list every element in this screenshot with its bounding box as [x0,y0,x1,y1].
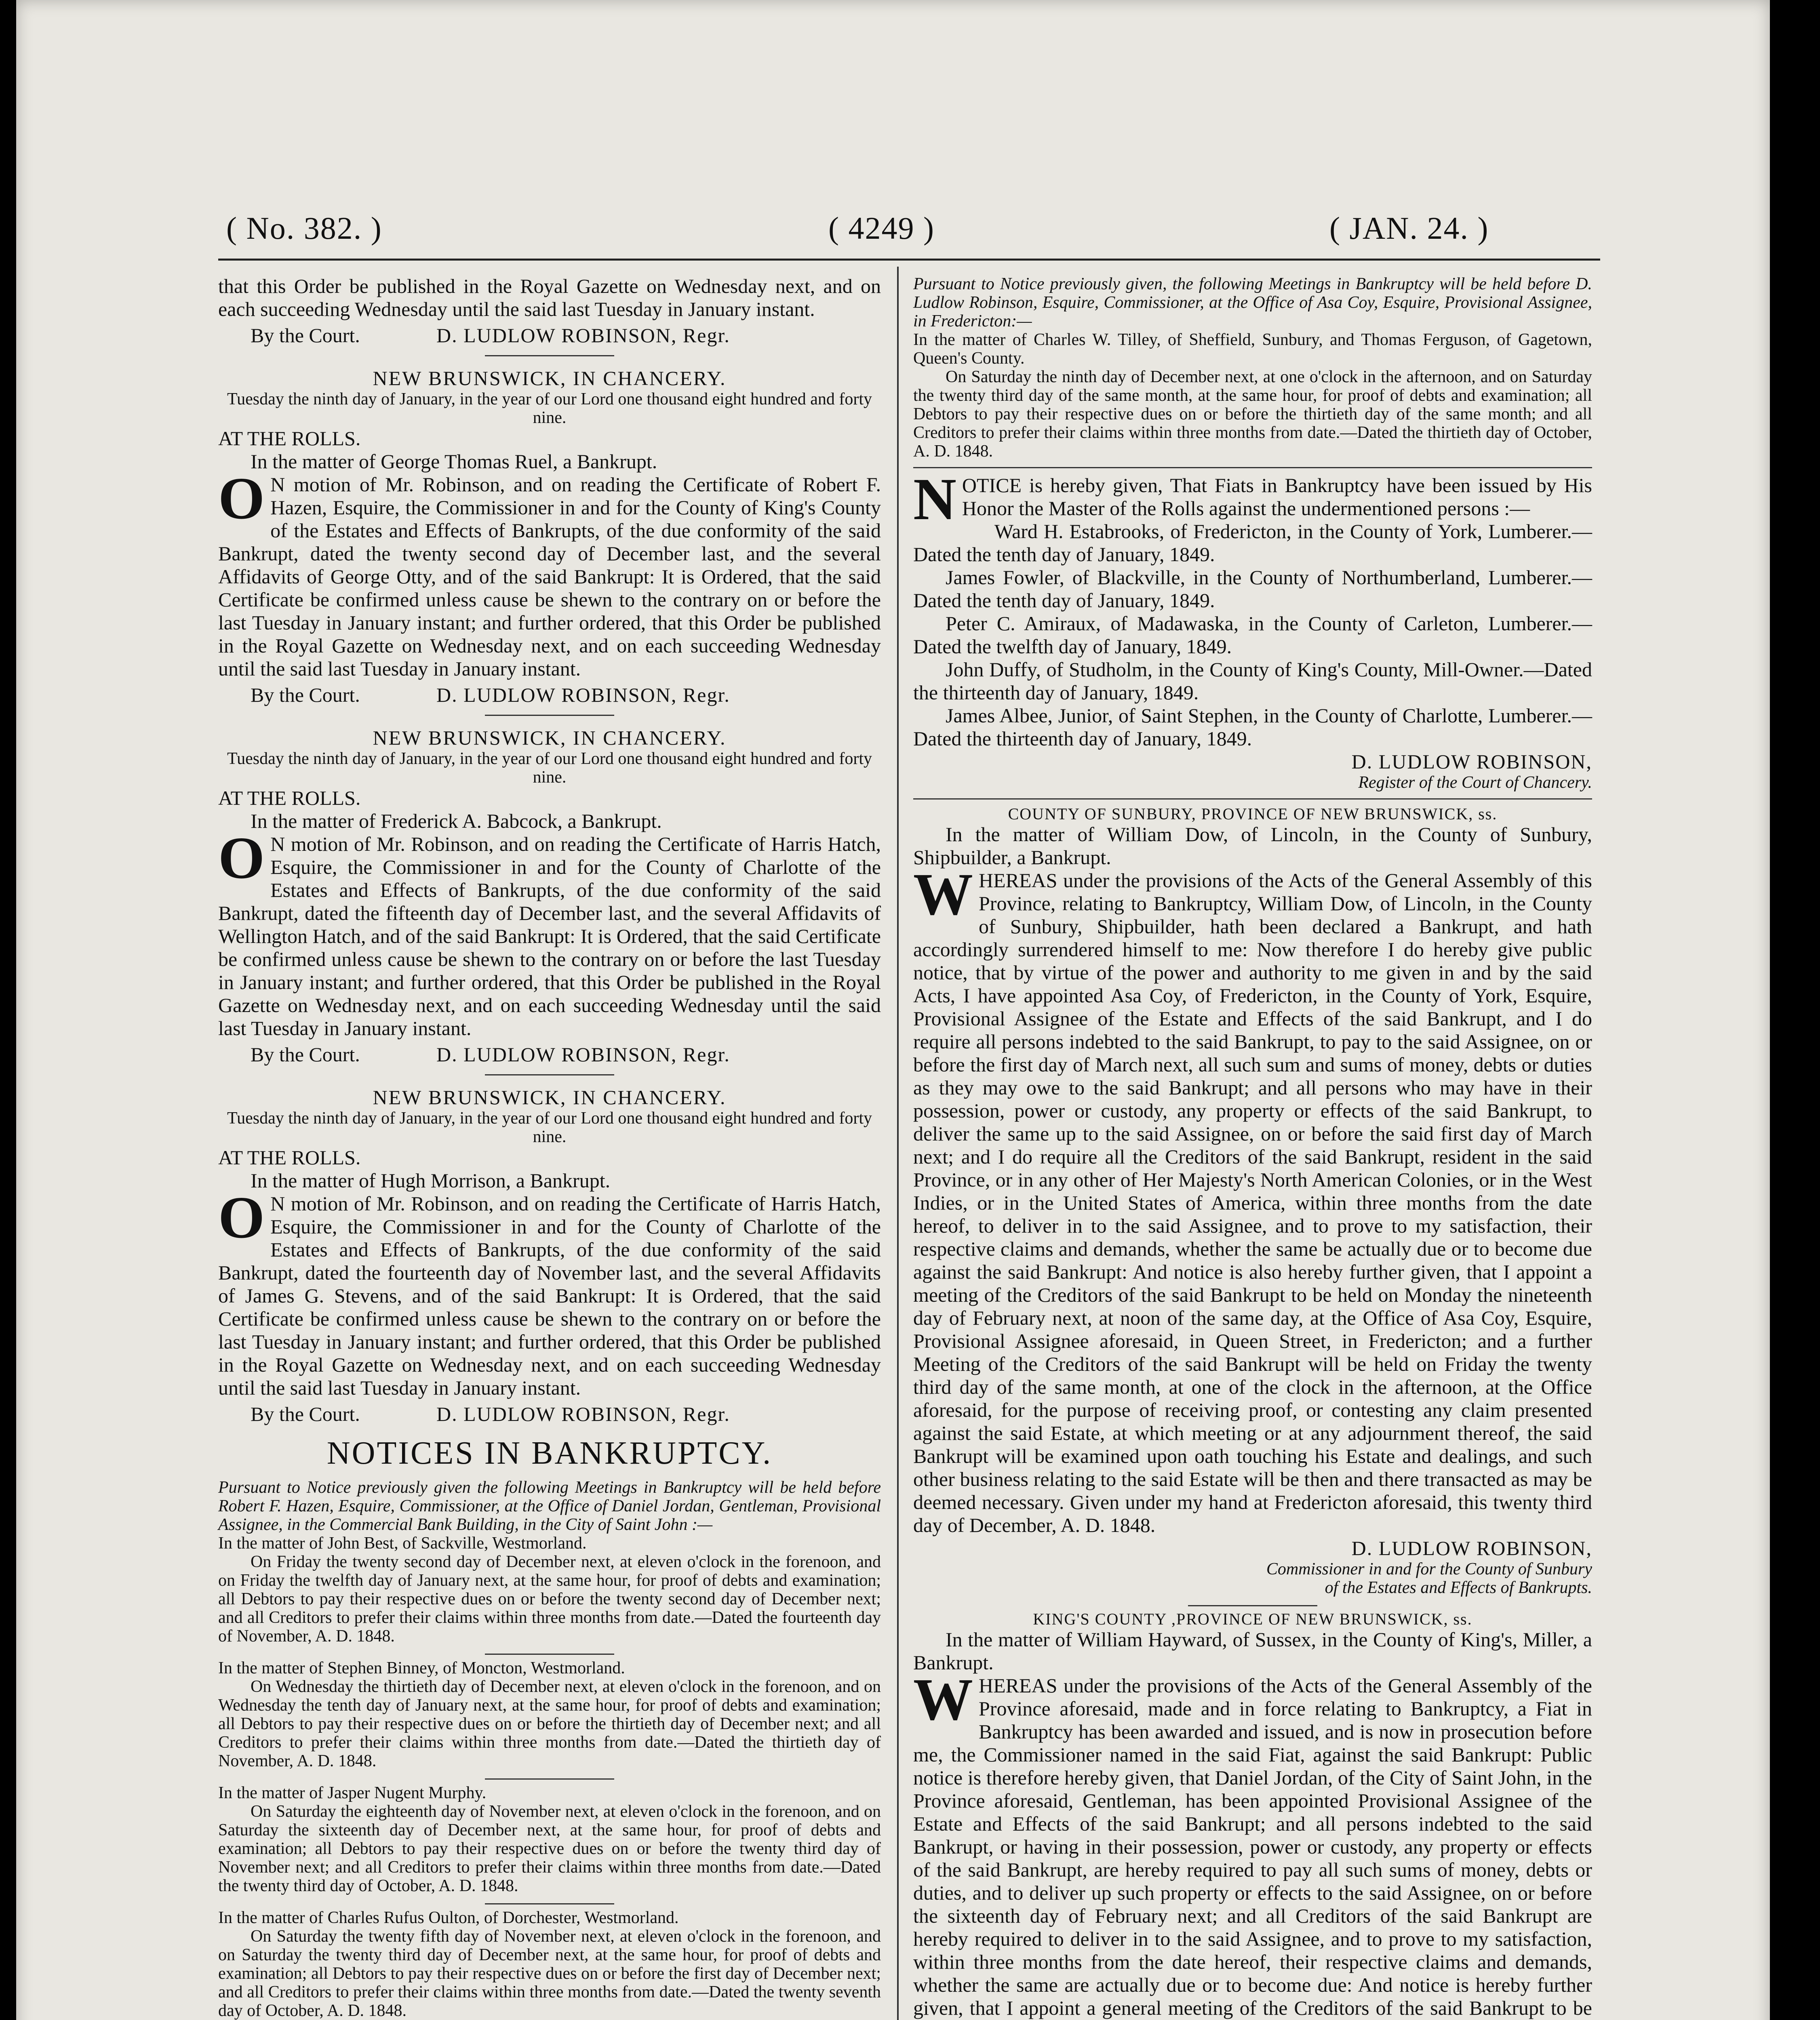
section-heading: NEW BRUNSWICK, IN CHANCERY. [373,367,727,389]
notice-body: On Saturday the twenty fifth day of November next, at eleven o'clock in the forenoon, and on Saturday the twenty third day of December next, at the same hour, for proof of debts and examination; all Debtors to pay their respective dues on or before the first day of December next; and all Creditors to prefer their claims within three months from date.—Dated the twenty seventh day of October, A. D. 1848. [218,1927,881,2020]
matter-line: In the matter of William Hayward, of Sussex, in the County of King's, Miller, a Bankrupt. [913,1628,1592,1674]
signature-name: D. LUDLOW ROBINSON, [1351,750,1592,773]
rolls-label: AT THE ROLLS. [218,427,361,450]
fiat-item: John Duffy, of Studholm, in the County of King's County, Mill-Owner.—Dated the thirteenth day of January, 1849. [913,658,1592,704]
divider [913,467,1592,468]
whereas-text: HEREAS under the provisions of the Acts of the General Assembly of this Province, relating to Bankruptcy, William Dow, of Lincoln, in the County of Sunbury, Shipbuilder, hath been declared a Bankrupt, and hath accordingly surrendered himself to me: Now therefore I do hereby give public notice, that by virtue of the power and authority to me given in and by the said Acts, I have appointed Asa Coy, of Fredericton, in the County of York, Esquire, Provisional Assignee of the Estate and Effects of the said Bankrupt, and I do require all persons indebted to the said Bankrupt, to pay to the said Assignee, on or before the first day of March next, all such sum and sums of money, debts or duties as they may owe to the said Bankrupt; and all persons who may have in their possession, power or custody, any property or effects of the said Bankrupt, to deliver the same up to the said Assignee, on or before the said first day of March next; and I do require all the Creditors of the said Bankrupt, resident in the said Province, or in any other of Her Majesty's North American Colonies, or in the West Indies, or in the United States of America, within three months from the date hereof, to deliver in to the said Assignee, and to prove to my satisfaction, their respective claims and demands, whether the same be actually due or to become due against the said Bankrupt: And notice is also hereby further given, that I appoint a meeting of the Creditors of the said Bankrupt to be held on Monday the nineteenth day of February next, at noon of the same day, at the Office of Asa Coy, Esquire, Provisional Assignee aforesaid, in Queen Street, in Fredericton; and a further Meeting of the Creditors of the said Bankrupt will be held on Friday the twenty third day of the same month, at one of the clock in the afternoon, at the Office aforesaid, for the purpose of receiving proof, or contesting any claim presented against the said Estate, at which meeting or at any adjournment thereof, the said Bankrupt will be examined upon oath touching his Estate and dealings, and such other business relating to the said Estate will be then and there transacted as may be deemed necessary. Given under my hand at Fredericton aforesaid, this twenty third day of December, A. D. 1848. [913,869,1592,1536]
order-text: N motion of Mr. Robinson, and on reading the Certificate of Harris Hatch, Esquire, the Commissioner in and for the County of Charlotte of the Estates and Effects of Bankrupts, of the due conformity of the said Bankrupt, dated the fourteenth day of November last, and the several Affidavits of James G. Stevens, and of the said Bankrupt: It is Ordered, that the said Certificate be confirmed unless cause be shewn to the contrary on or before the last Tuesday in January instant; and further ordered, that this Order be published in the Royal Gazette on Wednesday next, and on each succeeding Wednesday until the said last Tuesday in January instant. [218,1192,881,1399]
signature-title: Commissioner in and for the County of Sunbury [1266,1560,1592,1578]
rolls-label: AT THE ROLLS. [218,1146,361,1169]
matter-line: In the matter of John Best, of Sackville, Westmorland. [218,1534,587,1553]
signature-by: By the Court. [251,1043,360,1066]
divider [485,1778,614,1780]
page-number: ( 4249 ) [828,210,935,246]
signature-line [218,324,881,347]
signature-name: D. LUDLOW ROBINSON, Regr. [436,684,730,706]
signature-by: By the Court. [251,684,360,706]
right-column [913,275,1592,2020]
notice-body: On Friday the twenty second day of December next, at eleven o'clock in the forenoon, and on Friday the twelfth day of January next, at the same hour, for proof of debts and examination; all Debtors to pay their respective dues on or before the twenty second day of December next; and all Creditors to prefer their claims within three months from date.—Dated the fourteenth day of November, A. D. 1848. [218,1553,881,1645]
dateline: Tuesday the ninth day of January, in the year of our Lord one thousand eight hundred and forty nine. [227,749,872,787]
notice-body: On Wednesday the thirtieth day of December next, at eleven o'clock in the forenoon, and on Wednesday the tenth day of January next, at the same hour, for proof of debts and examination; all Debtors to pay their respective dues on or before the thirtieth day of December next; and all Creditors to prefer their claims within three months from date.—Dated the thirtieth day of November, A. D. 1848. [218,1677,881,1770]
divider [485,1074,614,1075]
drop-cap: O [218,825,265,891]
matter-line: In the matter of Jasper Nugent Murphy. [218,1784,487,1802]
whereas-paragraph [913,1666,1592,2020]
signature-name: D. LUDLOW ROBINSON, Regr. [436,1043,730,1066]
divider [485,1654,614,1655]
divider [485,1903,614,1904]
section-heading: NEW BRUNSWICK, IN CHANCERY. [373,726,727,749]
drop-cap: O [218,465,265,532]
signature-name: D. LUDLOW ROBINSON, Regr. [436,324,730,347]
divider [485,715,614,716]
issue-date: ( JAN. 24. ) [1329,210,1489,246]
signature-name: D. LUDLOW ROBINSON, [1351,1537,1592,1559]
matter-line: In the matter of William Dow, of Lincoln, in the County of Sunbury, Shipbuilder, a Bankrupt. [913,823,1592,869]
order-text: N motion of Mr. Robinson, and on reading the Certificate of Robert F. Hazen, Esquire, the Commissioner in and for the County of King's County of the Estates and Effects of Bankrupts, of the due conformity of the said Bankrupt, dated the twenty second day of December last, and the several Affidavits of George Otty, and of the said Bankrupt: It is Ordered, that the said Certificate be confirmed unless cause be shewn to the contrary on or before the last Tuesday in January instant; and further ordered, that this Order be published in the Royal Gazette on Wednesday next, and on each succeeding Wednesday until the said last Tuesday in January instant. [218,473,881,680]
drop-cap: O [218,1185,265,1251]
fiat-notice [913,466,1592,532]
signature-by: By the Court. [251,1403,360,1425]
meetings-intro: Pursuant to Notice previously given, the following Meetings in Bankruptcy will be held before D. Ludlow Robinson, Esquire, Commissioner, at the Office of Asa Coy, Esquire, Provisional Assignee, in Fredericton:— [913,275,1592,330]
column-rule [897,267,899,2020]
fiat-item: James Fowler, of Blackville, in the County of Northumberland, Lumberer.—Dated the tenth day of January, 1849. [913,566,1592,612]
signature-by: By the Court. [251,324,360,347]
fiat-intro: OTICE is hereby given, That Fiats in Bankruptcy have been issued by His Honor the Master of the Rolls against the undermentioned persons :— [962,474,1592,520]
matter-line: In the matter of Frederick A. Babcock, a Bankrupt. [251,810,662,832]
rolls-label: AT THE ROLLS. [218,787,361,809]
order-text: N motion of Mr. Robinson, and on reading the Certificate of Harris Hatch, Esquire, the Commissioner in and for the County of Charlotte of the Estates and Effects of Bankrupts, of the due conformity of the said Bankrupt, dated the fifteenth day of December last, and the several Affidavits of Wellington Hatch, and of the said Bankrupt: It is Ordered, that the said Certificate be confirmed unless cause be shewn to the contrary on or before the last Tuesday in January instant; and further ordered, that this Order be published in the Royal Gazette on Wednesday next, and on each succeeding Wednesday until the said last Tuesday in January instant. [218,833,881,1039]
signature-line [218,684,881,707]
paragraph: that this Order be published in the Royal Gazette on Wednesday next, and on each succeeding Wednesday until the said last Tuesday in January instant. [218,275,881,320]
signature-title: of the Estates and Effects of Bankrupts. [1325,1578,1592,1597]
notices-intro: Pursuant to Notice previously given the following Meetings in Bankruptcy will be held before Robert F. Hazen, Esquire, Commissioner, at the Office of Daniel Jordan, Gentleman, Provisional Assignee, in the Commercial Bank Building, in the City of Saint John :— [218,1478,881,1534]
order-paragraph [218,1185,881,1399]
drop-cap: N [913,466,956,532]
notice-body: On Saturday the ninth day of December next, at one o'clock in the afternoon, and on Saturday the twenty third day of the same month, at the same hour, for proof of debts and examination; all Debtors to pay their respective dues on or before the thirtieth day of the same month; and all Creditors to prefer their claims within three months from date.—Dated the thirtieth day of October, A. D. 1848. [913,368,1592,461]
signature-name: D. LUDLOW ROBINSON, Regr. [436,1403,730,1425]
drop-cap: W [913,861,973,928]
dateline: Tuesday the ninth day of January, in the year of our Lord one thousand eight hundred and forty nine. [227,1109,872,1146]
dateline: Tuesday the ninth day of January, in the year of our Lord one thousand eight hundred and forty nine. [227,390,872,427]
notice-body: On Saturday the eighteenth day of November next, at eleven o'clock in the forenoon, and on Saturday the sixteenth day of December next, at the same hour, for proof of debts and examination; all Debtors to pay their respective dues on or before the twenty third day of November next; and all Creditors to prefer their claims within three months from date.—Dated the twenty third day of October, A. D. 1848. [218,1802,881,1895]
order-paragraph [218,465,881,680]
divider [913,798,1592,800]
signature-line [218,1043,881,1066]
header-rule [218,259,1600,261]
drop-cap: W [913,1666,973,1733]
left-column [218,275,881,2020]
notices-heading: NOTICES IN BANKRUPTCY. [327,1435,773,1471]
fiat-item: Peter C. Amiraux, of Madawaska, in the County of Carleton, Lumberer.—Dated the twelfth day of January, 1849. [913,612,1592,658]
whereas-paragraph [913,861,1592,1537]
matter-line: In the matter of Stephen Binney, of Moncton, Westmorland. [218,1659,625,1677]
signature-title: Register of the Court of Chancery. [1358,773,1592,792]
divider [1188,1605,1317,1606]
divider [485,355,614,356]
newspaper-sheet [16,0,1770,2020]
matter-line: In the matter of Hugh Morrison, a Bankrupt. [251,1169,611,1192]
fiat-item: Ward H. Estabrooks, of Fredericton, in the County of York, Lumberer.—Dated the tenth day of January, 1849. [913,520,1592,566]
order-paragraph [218,825,881,1040]
matter-line: In the matter of Charles W. Tilley, of Sheffield, Sunbury, and Thomas Ferguson, of Gagetown, Queen's County. [913,330,1592,368]
signature-line [218,1403,881,1426]
county-heading: COUNTY OF SUNBURY, PROVINCE OF NEW BRUNSWICK, ss. [1008,805,1498,823]
fiat-item: James Albee, Junior, of Saint Stephen, in the County of Charlotte, Lumberer.—Dated the thirteenth day of January, 1849. [913,704,1592,750]
matter-line: In the matter of George Thomas Ruel, a Bankrupt. [251,450,657,473]
county-heading: KING'S COUNTY ,PROVINCE OF NEW BRUNSWICK, ss. [1033,1610,1472,1628]
issue-number: ( No. 382. ) [226,210,382,246]
section-heading: NEW BRUNSWICK, IN CHANCERY. [373,1086,727,1109]
matter-line: In the matter of Charles Rufus Oulton, of Dorchester, Westmorland. [218,1908,679,1927]
whereas-text: HEREAS under the provisions of the Acts of the General Assembly of the Province aforesaid, made and in force relating to Bankruptcy, a Fiat in Bankruptcy has been awarded and issued, and is now in prosecution before me, the Commissioner named in the said Fiat, against the said Bankrupt: Public notice is therefore hereby given, that Daniel Jordan, of the City of Saint John, in the Province aforesaid, Gentleman, has been appointed Provisional Assignee of the Estate and Effects of the said Bankrupt; and all persons indebted to the said Bankrupt, or having in their possession, power or custody, any property or effects of the said Bankrupt, are hereby required to pay all such sums of money, debts or duties, and to deliver up such property or effects to the said Assignee, on or before the sixteenth day of February next; and all Creditors of the said Bankrupt are hereby required to deliver in to the said Assignee, and to prove to my satisfaction, within three months from the date hereof, their respective claims and demands, whether the same are actually due or to become due: And notice is hereby further given, that I appoint a general meeting of the Creditors of the said Bankrupt to be [913,1674,1592,2019]
